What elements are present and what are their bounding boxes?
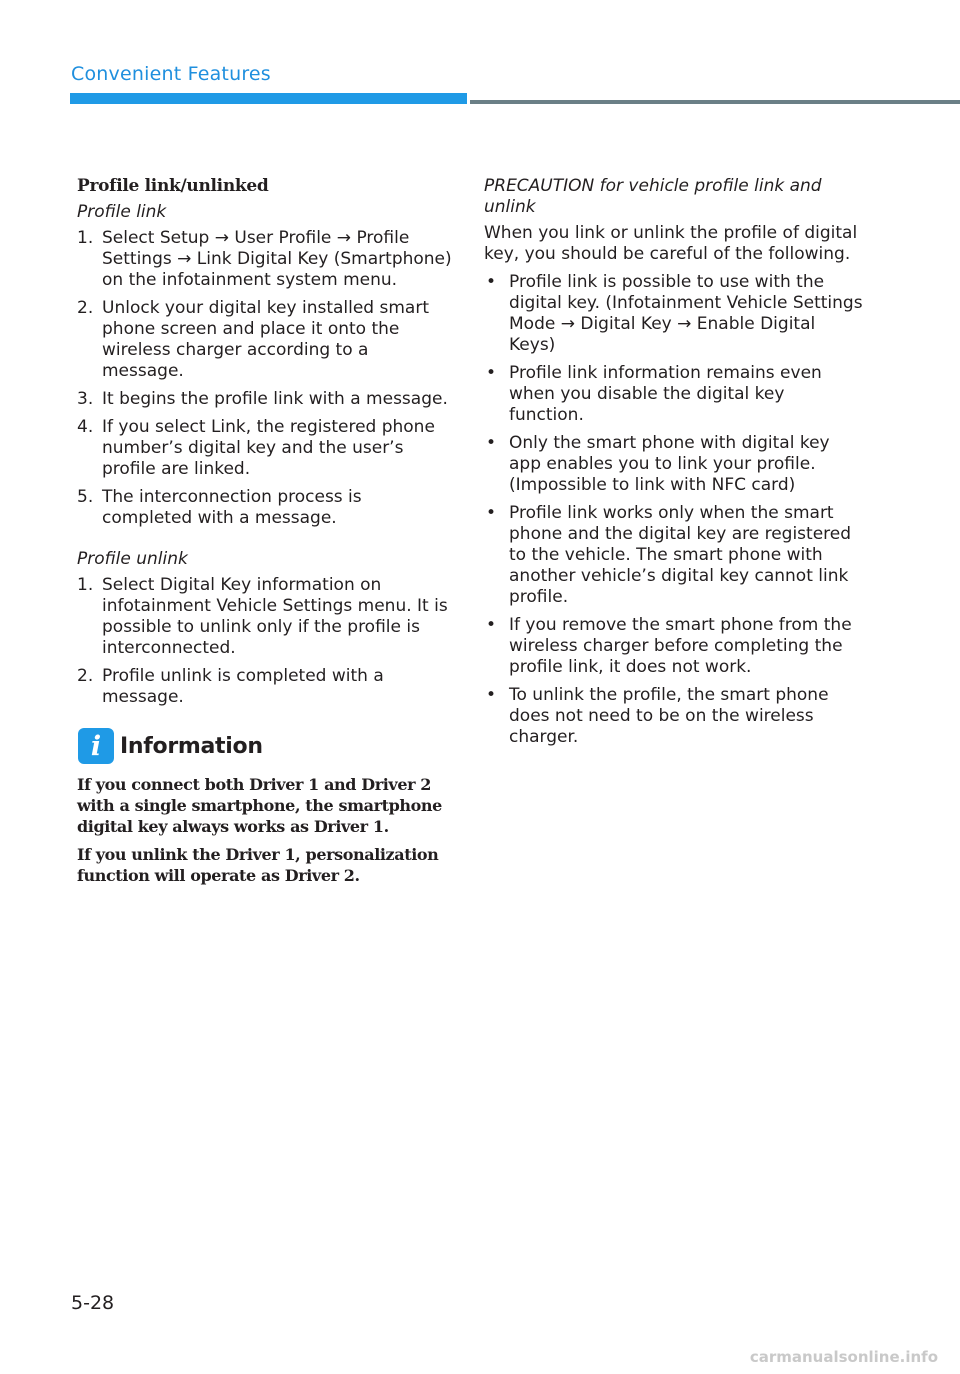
list-item: 2. Profile unlink is completed with a message. <box>77 666 384 707</box>
list-item: 1. Select Setup → User Profile → Profile Settings → Link Digital Key (Smartphone) on the infotainment system menu. <box>77 228 452 290</box>
list-item: • Profile link is possible to use with the digital key. (Infotainment Vehicle Settings Mode → Digital Key → Enable Digital Keys) <box>486 272 863 355</box>
list-item: 1. Select Digital Key information on infotainment Vehicle Settings menu. It is possible to unlink only if the profile is interconnected. <box>77 575 448 658</box>
profile-unlink-title: Profile unlink <box>77 549 188 569</box>
information-paragraph: If you unlink the Driver 1, personalization function will operate as Driver 2. <box>77 845 439 885</box>
list-item: • If you remove the smart phone from the wireless charger before completing the profile link, it does not work. <box>486 615 852 677</box>
precaution-list <box>484 272 864 748</box>
profile-link-title: Profile link <box>77 202 167 222</box>
right-column <box>484 176 864 755</box>
list-item: 3. It begins the profile link with a message. <box>77 389 448 409</box>
list-item: • Profile link works only when the smart phone and the digital key are registered to the vehicle. The smart phone with another vehicle’s digital key cannot link profile. <box>486 503 852 607</box>
profile-link-steps <box>77 228 452 529</box>
header-title: Convenient Features <box>71 63 271 85</box>
profile-unlink-steps <box>77 575 452 708</box>
list-item: 4. If you select Link, the registered phone number’s digital key and the user’s profile are linked. <box>77 417 435 479</box>
list-item: • To unlink the profile, the smart phone does not need to be on the wireless charger. <box>486 685 829 747</box>
section-title: Profile link/unlinked <box>77 176 269 196</box>
information-paragraph: If you connect both Driver 1 and Driver 2 with a single smartphone, the smartphone digital key always works as Driver 1. <box>77 775 442 836</box>
list-item: • Profile link information remains even when you disable the digital key function. <box>486 363 822 425</box>
header-rule-blue <box>70 93 467 104</box>
precaution-intro: When you link or unlink the profile of digital key, you should be careful of the following. <box>484 223 858 264</box>
precaution-title: PRECAUTION for vehicle profile link and unlink <box>484 176 822 217</box>
left-column <box>77 176 452 893</box>
header-rule-gray <box>470 100 960 104</box>
information-title: Information <box>120 733 263 759</box>
list-item: 2. Unlock your digital key installed smart phone screen and place it onto the wireless charger according to a message. <box>77 298 429 381</box>
list-item: 5. The interconnection process is completed with a message. <box>77 487 362 528</box>
list-item: • Only the smart phone with digital key app enables you to link your profile. (Impossible to link with NFC card) <box>486 433 830 495</box>
info-icon: i <box>78 728 114 764</box>
information-header <box>77 728 452 764</box>
watermark: carmanualsonline.info <box>749 1348 938 1366</box>
page-number: 5-28 <box>71 1292 115 1314</box>
